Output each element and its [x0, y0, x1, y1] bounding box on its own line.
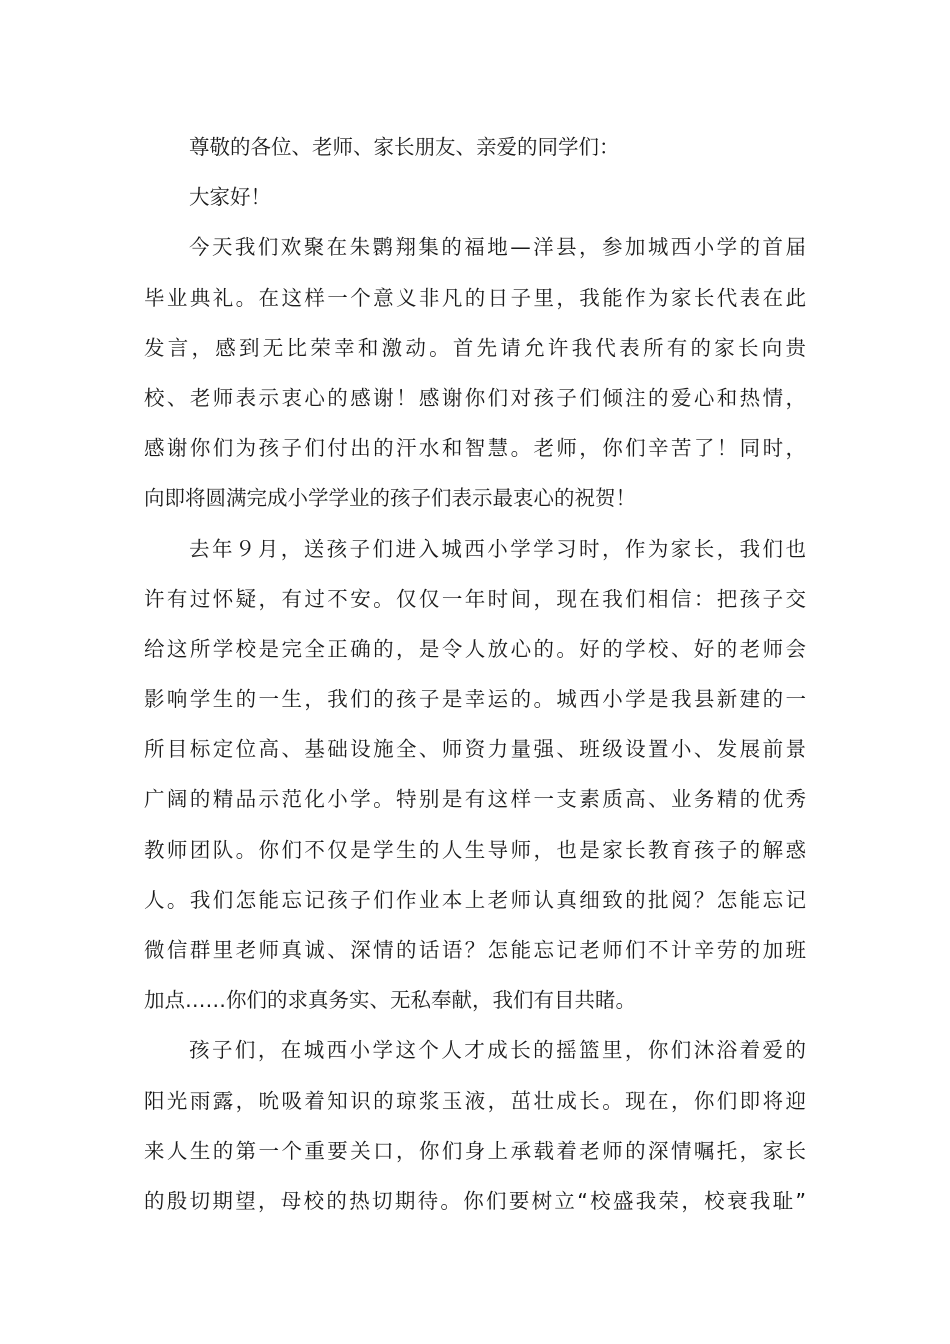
paragraph-line: 微信群里老师真诚、深情的话语？怎能忘记老师们不计辛劳的加班	[144, 938, 806, 962]
paragraph-line: 发言，感到无比荣幸和激动。首先请允许我代表所有的家长向贵	[144, 335, 806, 360]
paragraph-line: 来人生的第一个重要关口，你们身上承载着老师的深情嘱托，家长	[144, 1138, 806, 1163]
speech-body	[144, 122, 806, 1226]
paragraph-line: 去年９月，送孩子们进入城西小学学习时，作为家长，我们也	[189, 536, 806, 561]
paragraph-line: 感谢你们为孩子们付出的汗水和智慧。老师，你们辛苦了！同时，	[144, 436, 806, 461]
paragraph-line: 给这所学校是完全正确的，是令人放心的。好的学校、好的老师会	[144, 636, 806, 661]
paragraph-line: 人。我们怎能忘记孩子们作业本上老师认真细致的批阅？怎能忘记	[144, 887, 806, 912]
paragraph-line: 向即将圆满完成小学学业的孩子们表示最衷心的祝贺！	[144, 486, 636, 511]
paragraph-line: 广阔的精品示范化小学。特别是有这样一支素质高、业务精的优秀	[144, 787, 806, 812]
salutation-line: 大家好！	[189, 185, 271, 210]
paragraph-line: 今天我们欢聚在朱鹮翔集的福地—洋县，参加城西小学的首届	[189, 235, 806, 260]
paragraph-line: 毕业典礼。在这样一个意义非凡的日子里，我能作为家长代表在此	[144, 285, 806, 310]
paragraph-line: 阳光雨露，吮吸着知识的琼浆玉液，茁壮成长。现在，你们即将迎	[144, 1088, 806, 1113]
greeting-line: 尊敬的各位、老师、家长朋友、亲爱的同学们：	[189, 135, 620, 159]
paragraph-line: 加点……你们的求真务实、无私奉献，我们有目共睹。	[144, 988, 636, 1013]
paragraph-line: 校、老师表示衷心的感谢！感谢你们对孩子们倾注的爱心和热情，	[144, 385, 806, 410]
paragraph-line: 的殷切期望，母校的热切期待。你们要树立“校盛我荣，校衰我耻”	[144, 1188, 806, 1213]
paragraph-line: 教师团队。你们不仅是学生的人生导师，也是家长教育孩子的解惑	[144, 837, 806, 862]
paragraph-line: 孩子们，在城西小学这个人才成长的摇篮里，你们沐浴着爱的	[189, 1038, 806, 1063]
paragraph-line: 所目标定位高、基础设施全、师资力量强、班级设置小、发展前景	[144, 737, 806, 762]
paragraph-line: 影响学生的一生，我们的孩子是幸运的。城西小学是我县新建的一	[144, 687, 806, 712]
paragraph-line: 许有过怀疑，有过不安。仅仅一年时间，现在我们相信：把孩子交	[144, 586, 806, 611]
